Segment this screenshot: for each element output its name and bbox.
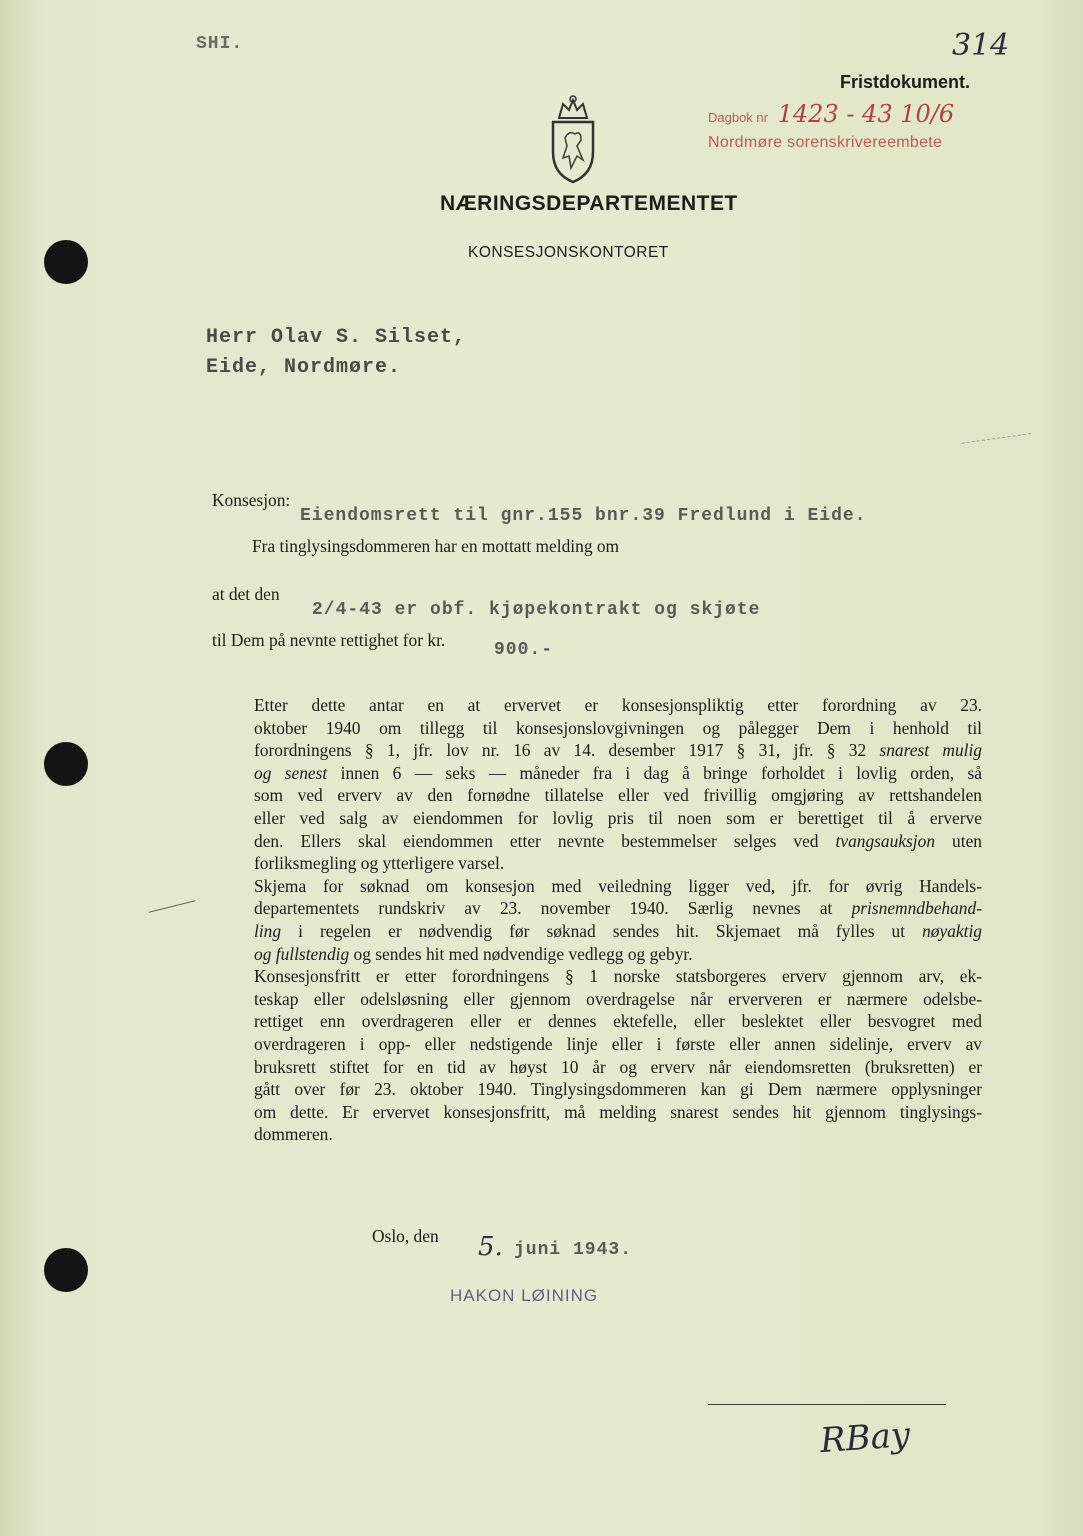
fristdokument-label: Fristdokument. xyxy=(840,72,971,92)
p1-line: forliksmegling og ytterligere varsel. xyxy=(254,853,505,874)
coat-of-arms-icon xyxy=(545,94,601,186)
p3-line: rettiget enn overdrageren eller er dennes ektefelle, eller beslektet eller besvogret med xyxy=(254,1011,982,1032)
p3-line: dommeren. xyxy=(254,1124,333,1145)
margin-tick xyxy=(149,900,196,913)
p1-line: oktober 1940 om tillegg til konsesjonslovgivningen og pålegger Dem i henhold til xyxy=(254,717,982,738)
p3-line: teskap eller odelsløsning eller gjennom overdragelse når erververen er nærmere odelsbe- xyxy=(254,988,982,1009)
punch-hole-bottom xyxy=(44,1248,88,1292)
fra-line: Fra tinglysingsdommeren har en mottatt melding om xyxy=(252,536,620,556)
p3-line: gått over før 23. oktober 1940. Tinglysingsdommeren kan gi Dem nærmere opplysninger xyxy=(254,1079,982,1100)
journal-stamp-prefix: Dagbok nr xyxy=(708,110,768,125)
p3-line: overdrageren i opp- eller nedstigende linje eller i første eller annen sidelinje, erverv av xyxy=(254,1033,982,1054)
p1-line: som ved erverv av den fornødne tillatelse eller ved frivillig omgjøring av rettshandelen xyxy=(254,785,982,806)
p1-line: eller ved salg av eiendommen for lovlig pris til noen som er berettiget til å erverve xyxy=(254,807,982,828)
p2-line: ling i regelen er nødvendig før søknad sendes hit. Skjemaet må fylles ut nøyaktig xyxy=(254,920,982,941)
signature: RBay xyxy=(818,1414,912,1462)
office-name: KONSESJONSKONTORET xyxy=(468,244,669,261)
place-label: Oslo, den xyxy=(372,1226,439,1246)
paragraph-2 xyxy=(212,875,982,965)
p2-line: Skjema for søknad om konsesjon med veiledning ligger ved, jfr. for øvrig Handels- xyxy=(254,875,982,896)
journal-number: 1423 - 43 10/6 xyxy=(777,100,955,128)
journal-stamp-line1 xyxy=(708,100,954,128)
paragraph-3 xyxy=(212,965,982,1146)
p1-line: Etter dette antar en at ervervet er konsesjonspliktig etter forordning av 23. xyxy=(254,695,982,715)
p1-line: den. Ellers skal eiendommen etter nevnte bestemmelser selges ved tvangsauksjon uten xyxy=(254,830,982,851)
top-left-mark: SHI. xyxy=(196,34,244,54)
p3-line: om dette. Er ervervet konsesjonsfritt, må melding snarest sendes hit gjennom tinglysings- xyxy=(254,1101,982,1122)
konsesjon-value: Eiendomsrett til gnr.155 bnr.39 Fredlund i Eide. xyxy=(300,506,867,526)
date-rest: juni 1943. xyxy=(514,1240,633,1260)
paragraph-1 xyxy=(212,694,982,875)
pencil-mark xyxy=(959,415,1031,444)
p3-line: Konsesjonsfritt er etter forordningens § 1 norske statsborgeres erverv gjennom arv, ek- xyxy=(254,966,982,987)
p2-line: og fullstendig og sendes hit med nødvendige vedlegg og gebyr. xyxy=(254,943,693,964)
p2-line: departementets rundskriv av 23. november 1940. Særlig nevnes at prisnemndbehand- xyxy=(254,898,982,919)
punch-hole-middle xyxy=(44,742,88,786)
til-dem-label: til Dem på nevnte rettighet for kr. xyxy=(212,630,446,650)
amount-value: 900.- xyxy=(494,640,554,660)
at-det-den-value: 2/4-43 er obf. kjøpekontrakt og skjøte xyxy=(312,600,761,620)
date-day: 5. xyxy=(478,1232,503,1262)
department-name: NÆRINGSDEPARTEMENTET xyxy=(440,192,738,215)
signatory-name: HAKON LØINING xyxy=(450,1286,599,1305)
konsesjon-label: Konsesjon: xyxy=(212,490,291,510)
journal-stamp-line2: Nordmøre sorenskrivereembete xyxy=(708,134,943,151)
recipient-line1: Herr Olav S. Silset, xyxy=(206,326,467,349)
signature-line xyxy=(708,1404,946,1405)
body-text xyxy=(212,694,982,1146)
p3-line: bruksrett stiftet for en tid av høyst 10 år og erverv når eiendomsretten (bruksretten) er xyxy=(254,1056,982,1077)
p1-line: forordningens § 1, jfr. lov nr. 16 av 14. desember 1917 § 31, jfr. § 32 snarest mulig xyxy=(254,740,982,761)
punch-hole-top xyxy=(44,240,88,284)
recipient-line2: Eide, Nordmøre. xyxy=(206,356,402,379)
at-det-den-label: at det den xyxy=(212,584,280,604)
p1-line: og senest innen 6 — seks — måneder fra i dag å bringe forholdet i lovlig orden, så xyxy=(254,762,982,783)
page-number: 314 xyxy=(952,28,1010,63)
